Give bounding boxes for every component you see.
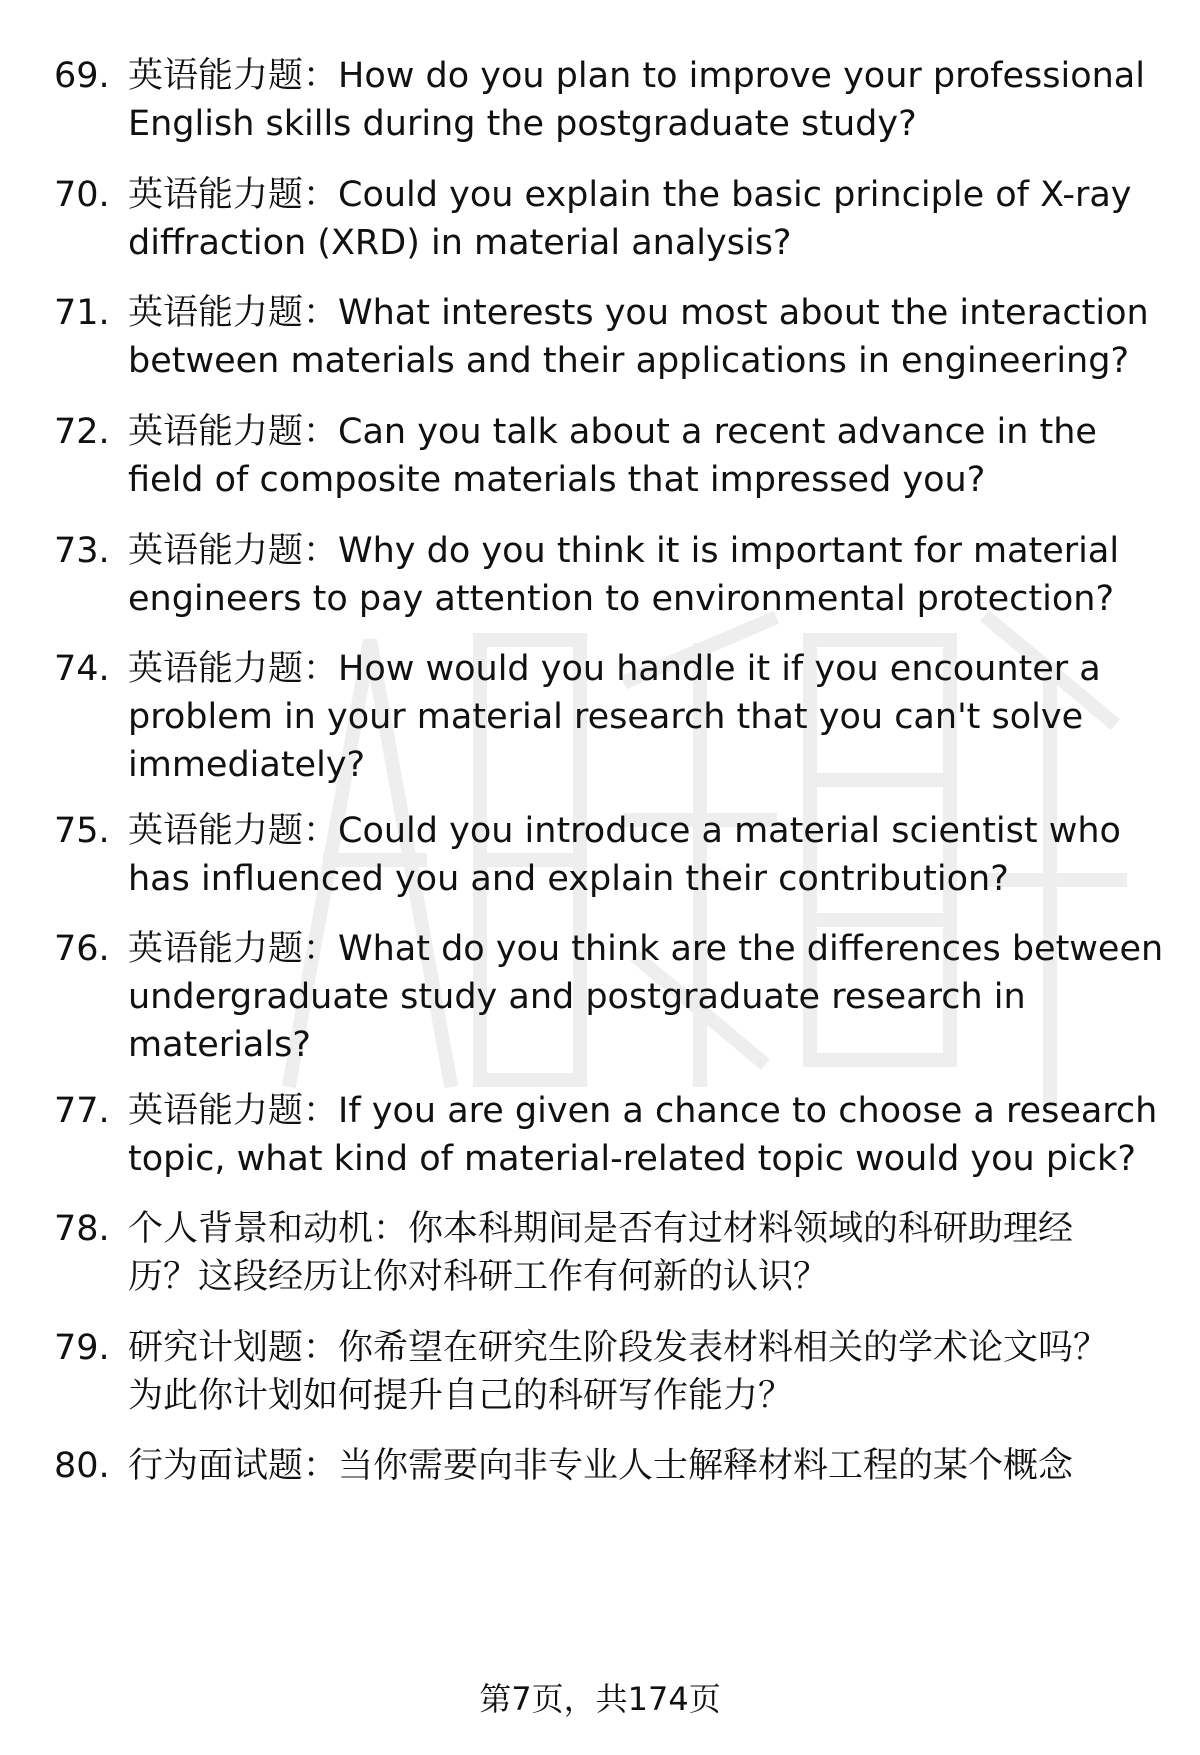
question-line: undergraduate study and postgraduate research in — [128, 977, 1026, 1017]
question-line: 英语能力题：Why do you think it is important for material — [128, 531, 1120, 571]
question-text — [128, 527, 1158, 623]
question-number: 72. — [54, 412, 110, 452]
question-text — [128, 1442, 1158, 1490]
question-line: 历？这段经历让你对科研工作有何新的认识？ — [128, 1257, 829, 1297]
question-text — [128, 925, 1164, 1069]
question-number: 73. — [54, 531, 110, 571]
question-number: 69. — [54, 56, 110, 96]
question-line: 英语能力题：Could you explain the basic principle of X-ray — [128, 175, 1132, 215]
question-line: immediately? — [128, 745, 366, 785]
question-line: 为此你计划如何提升自己的科研写作能力？ — [128, 1376, 794, 1416]
question-line: topic, what kind of material-related topic would you pick? — [128, 1139, 1136, 1179]
question-text — [128, 289, 1158, 385]
question-line: 英语能力题：What interests you most about the interaction — [128, 293, 1149, 333]
question-text — [128, 408, 1158, 504]
question-number: 70. — [54, 175, 110, 215]
question-line: 英语能力题：Can you talk about a recent advance in the — [128, 412, 1097, 452]
question-line: engineers to pay attention to environmental protection? — [128, 579, 1115, 619]
question-line: has influenced you and explain their contribution? — [128, 859, 1009, 899]
question-line: diffraction (XRD) in material analysis? — [128, 223, 792, 263]
question-line: 英语能力题：If you are given a chance to choose a research — [128, 1091, 1158, 1131]
question-text — [128, 1205, 1158, 1301]
question-line: 英语能力题：How do you plan to improve your professional — [128, 56, 1145, 96]
question-line: between materials and their applications in engineering? — [128, 341, 1130, 381]
question-text — [128, 807, 1158, 903]
question-line: 英语能力题：How would you handle it if you encounter a — [128, 649, 1101, 689]
question-number: 74. — [54, 649, 110, 689]
question-number: 80. — [54, 1446, 110, 1486]
question-line: 个人背景和动机：你本科期间是否有过材料领域的科研助理经 — [128, 1209, 1074, 1249]
question-line: materials? — [128, 1025, 311, 1065]
question-number: 78. — [54, 1209, 110, 1249]
question-number: 77. — [54, 1091, 110, 1131]
question-text — [128, 1324, 1158, 1420]
question-line: 英语能力题：What do you think are the differences between — [128, 929, 1164, 969]
question-number: 71. — [54, 293, 110, 333]
question-line: 研究计划题：你希望在研究生阶段发表材料相关的学术论文吗？ — [128, 1328, 1109, 1368]
page-number-footer: 第7页，共174页 — [479, 1680, 721, 1718]
question-number: 79. — [54, 1328, 110, 1368]
question-number: 75. — [54, 811, 110, 851]
question-text — [128, 52, 1158, 148]
question-line: problem in your material research that you can't solve — [128, 697, 1084, 737]
question-line: 行为面试题：当你需要向非专业人士解释材料工程的某个概念 — [128, 1446, 1074, 1486]
question-text — [128, 645, 1158, 789]
question-number: 76. — [54, 929, 110, 969]
question-line: field of composite materials that impressed you? — [128, 460, 986, 500]
question-line: English skills during the postgraduate study? — [128, 104, 917, 144]
question-text — [128, 171, 1158, 267]
question-line: 英语能力题：Could you introduce a material scientist who — [128, 811, 1121, 851]
question-text — [128, 1087, 1158, 1183]
